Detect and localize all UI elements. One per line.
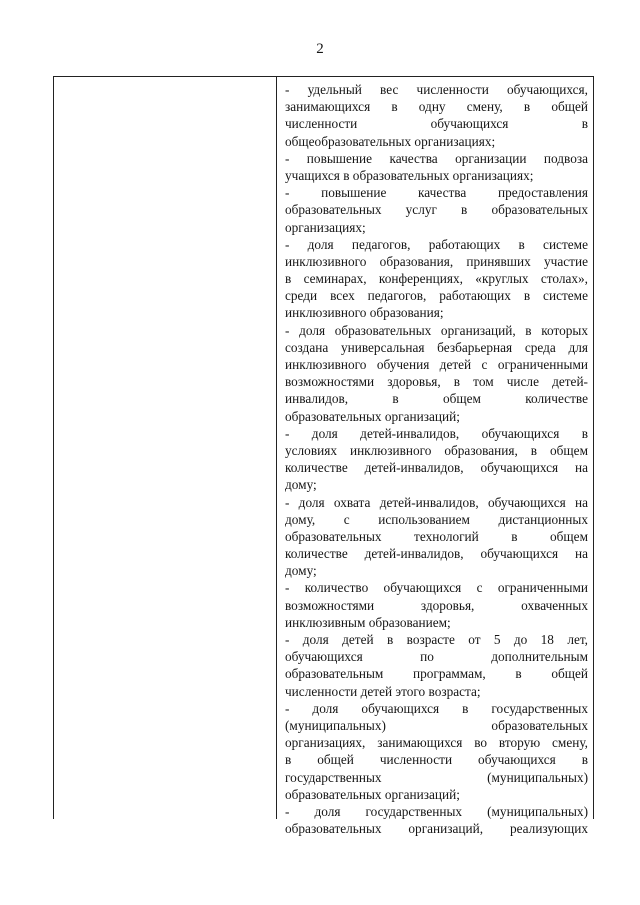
text-line: - количество обучающихся с ограниченными xyxy=(285,580,588,596)
text-line: инклюзивного образования, принявших участие xyxy=(285,253,588,269)
text-line: инклюзивного обучения детей с ограниченными xyxy=(285,357,588,372)
text-line: занимающихся в одну смену, в общей xyxy=(285,99,588,115)
document-table xyxy=(53,76,594,837)
text-line: возможностями здоровья, в том числе детей- xyxy=(285,374,588,390)
text-line: дому; xyxy=(285,563,317,579)
text-line: - повышение качества предоставления xyxy=(285,185,588,201)
text-line: дому, с использованием дистанционных xyxy=(285,511,588,527)
text-line: - доля государственных (муниципальных) xyxy=(285,803,588,819)
text-line: дому; xyxy=(285,477,317,493)
text-line: инклюзивным образованием; xyxy=(285,614,451,630)
text-line: образовательных организаций; xyxy=(285,786,460,802)
text-line: условиях инклюзивного образования, в общем xyxy=(285,442,588,458)
text-line: общеобразовательных организациях; xyxy=(285,133,496,149)
text-line: - удельный вес численности обучающихся, xyxy=(285,82,588,97)
text-line: образовательным программам, в общей xyxy=(285,666,588,682)
text-line: количестве детей-инвалидов, обучающихся на xyxy=(285,546,588,562)
text-line: в семинарах, конференциях, «круглых столах», xyxy=(285,271,588,287)
text-line: образовательных услуг в образовательных xyxy=(285,202,588,218)
text-line: - повышение качества организации подвоза xyxy=(285,150,588,166)
text-line: образовательных технологий в общем xyxy=(285,528,588,544)
text-line: - доля детей-инвалидов, обучающихся в xyxy=(285,425,588,441)
text-line: организациях, занимающихся во вторую смену, xyxy=(285,735,588,751)
text-line: инвалидов, в общем количестве xyxy=(285,391,588,407)
text-line: образовательных организаций; xyxy=(285,408,460,424)
text-line: создана универсальная безбарьерная среда для xyxy=(285,339,588,355)
text-line: (муниципальных) образовательных xyxy=(285,717,588,733)
page-number: 2 xyxy=(316,41,324,57)
text-line: возможностями здоровья, охваченных xyxy=(285,597,588,613)
text-line: численности детей этого возраста; xyxy=(285,683,481,699)
text-line: государственных (муниципальных) xyxy=(285,769,588,785)
text-line: - доля охвата детей-инвалидов, обучающихся на xyxy=(285,494,588,510)
text-line: количестве детей-инвалидов, обучающихся на xyxy=(285,460,588,476)
text-line: среди всех педагогов, работающих в системе xyxy=(285,288,588,304)
text-line: - доля образовательных организаций, в которых xyxy=(285,322,588,338)
table-cell-left xyxy=(54,77,277,819)
text-line: в общей численности обучающихся в xyxy=(285,752,588,768)
text-line: - доля обучающихся в государственных xyxy=(285,700,588,716)
text-line: обучающихся по дополнительным xyxy=(285,649,588,665)
table-cell-right xyxy=(277,77,593,837)
text-line: - доля педагогов, работающих в системе xyxy=(285,236,588,252)
text-line: учащихся в образовательных организациях; xyxy=(285,167,534,183)
text-line: численности обучающихся в xyxy=(285,116,588,132)
text-line: организациях; xyxy=(285,219,366,235)
text-line: - доля детей в возрасте от 5 до 18 лет, xyxy=(285,632,588,647)
text-line: образовательных организаций, реализующих xyxy=(285,821,588,837)
text-line: инклюзивного образования; xyxy=(285,305,444,321)
